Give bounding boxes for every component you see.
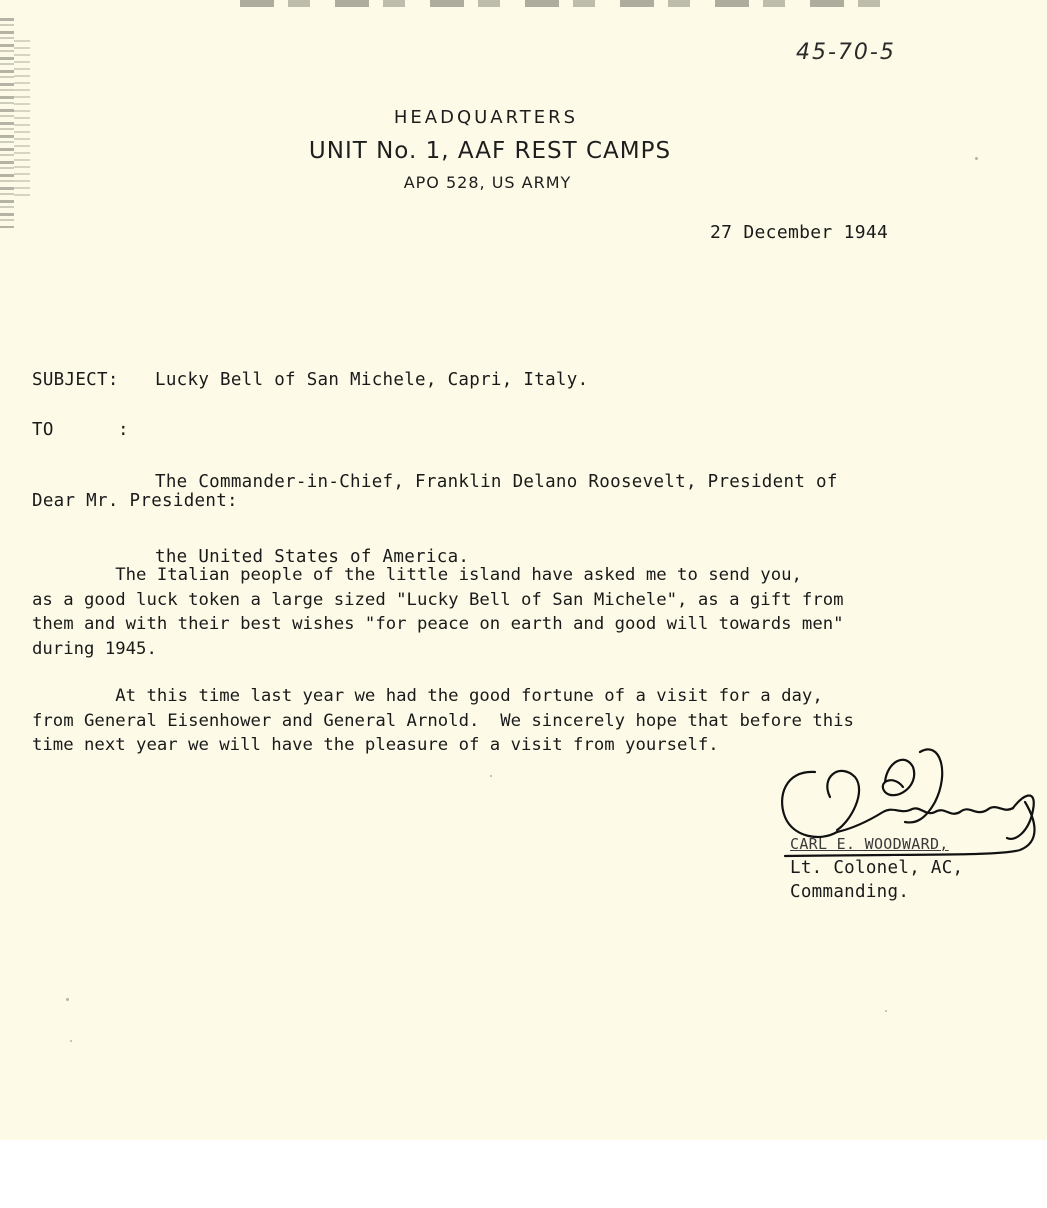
paragraph-line: At this time last year we had the good fortune of a visit for a day, — [32, 686, 823, 706]
paper-speck — [66, 998, 69, 1001]
letterhead-unit: UNIT No. 1, AAF REST CAMPS — [308, 138, 672, 164]
signatory-rank: Lt. Colonel, AC, — [790, 858, 964, 878]
subject-text: Lucky Bell of San Michele, Capri, Italy. — [155, 370, 589, 390]
paragraph-line: time next year we will have the pleasure of a visit from yourself. — [32, 735, 719, 755]
signatory-role: Commanding. — [790, 882, 910, 902]
to-colon: : — [118, 420, 129, 440]
to-line: The Commander-in-Chief, Franklin Delano Roosevelt, President of — [155, 472, 838, 492]
letterhead-headquarters: HEADQUARTERS — [393, 107, 579, 128]
paragraph-1 — [32, 563, 1007, 661]
letter-date: 27 December 1944 — [710, 222, 889, 243]
paper-speck — [70, 1040, 72, 1042]
paper-speck — [885, 1010, 887, 1012]
salutation: Dear Mr. President: — [32, 491, 238, 511]
to-line: the United States of America. — [155, 547, 470, 567]
paragraph-line: during 1945. — [32, 638, 157, 659]
paragraph-line: them and with their best wishes "for peace on earth and good will towards men" — [32, 614, 844, 634]
paper-speck — [490, 775, 492, 777]
file-number: 45-70-5 — [796, 40, 896, 65]
paragraph-line: as a good luck token a large sized "Lucky Bell of San Michele", as a gift from — [32, 589, 844, 610]
paragraph-line: from General Eisenhower and General Arnold. We sincerely hope that before this — [32, 710, 854, 731]
signatory-name: CARL E. WOODWARD, — [790, 835, 949, 853]
subject-label: SUBJECT: — [32, 370, 119, 390]
paragraph-line: The Italian people of the little island have asked me to send you, — [32, 565, 802, 585]
to-label: TO — [32, 420, 54, 440]
letterhead-apo: APO 528, US ARMY — [403, 173, 572, 192]
top-edge-marks — [240, 0, 900, 7]
